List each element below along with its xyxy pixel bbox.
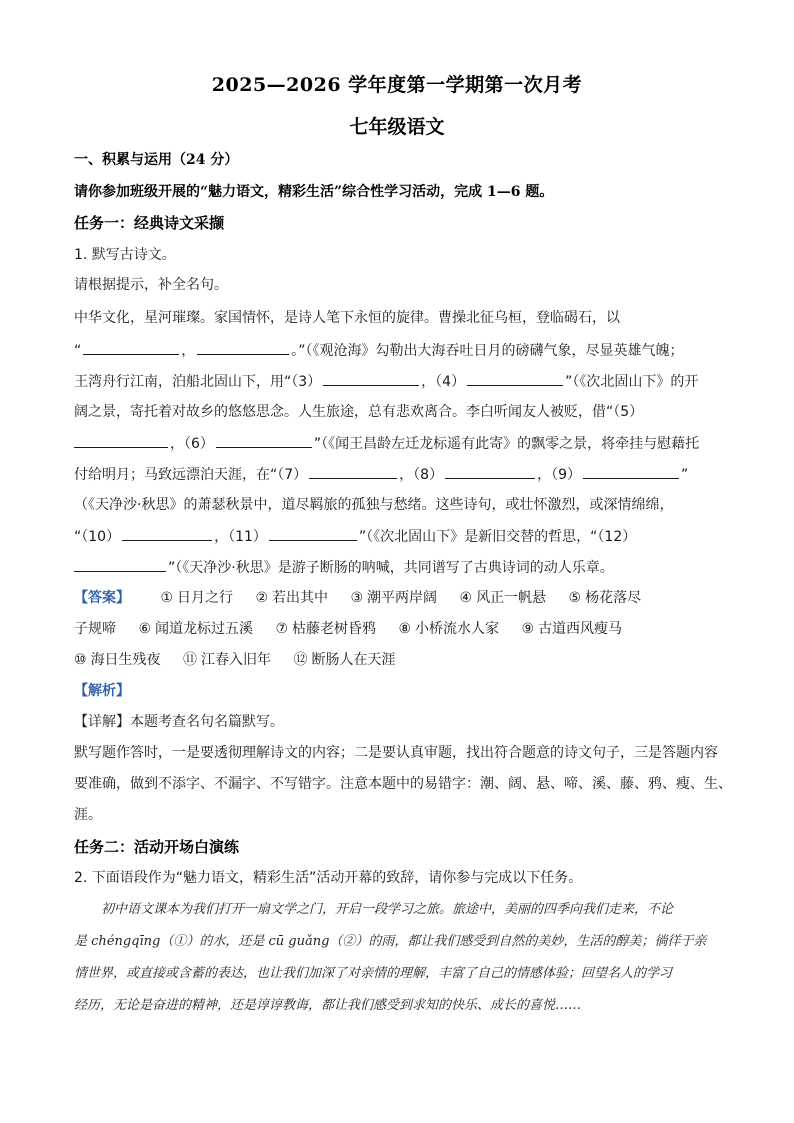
passage-line: 阔之景，寄托着对故乡的悠悠思念。人生旅途，总有悲欢离合。李白听闻友人被贬，借“（5） [74,404,644,420]
answer-blank-5[interactable] [74,433,168,448]
section-intro: 请你参加班级开展的“魅力语文，精彩生活”综合性学习活动，完成 1—6 题。 [74,184,554,200]
answer-line [74,650,734,670]
passage-line: “（10） ，（11） ”（《次北固山下》是新旧交替的哲思，“（12） [74,526,734,547]
answer-item: ⑩ 海日生残夜 [74,652,161,668]
question1-instruction: 请根据提示，补全名句。 [74,277,228,293]
passage-line: 付给明月；马致远漂泊天涯，在“（7） ，（8） ，（9） ” [74,464,734,485]
question1-title: 1. 默写古诗文。 [74,247,176,263]
answer-blank-12[interactable] [74,557,166,572]
question2-title: 2. 下面语段作为“魅力语文，精彩生活”活动开幕的致辞，请你参与完成以下任务。 [74,870,583,886]
exam-subject: 七年级语文 [349,116,445,138]
passage-italic-line: 初中语文课本为我们打开一扇文学之门，开启一段学习之旅。旅途中，美丽的四季向我们走来，不论 [101,902,674,917]
answer-item: ⑦ 枯藤老树昏鸦 [275,621,377,637]
answer-item: ⑤ 杨花落尽 [568,590,642,606]
passage-italic-line: 是 chéngqīng（①）的水，还是 cū guǎng（②）的雨，都让我们感受到自然的美妙，生活的醇美；徜徉于亲 [74,934,707,949]
answer-item: ③ 潮平两岸阔 [350,590,438,606]
answer-blank-11[interactable] [269,526,357,541]
answer-item: ② 若出其中 [255,590,329,606]
passage-line: ”（《天净沙·秋思》是游子断肠的呐喊，共同谱写了古典诗词的动人乐章。 [74,557,734,578]
answer-blank-8[interactable] [445,464,535,479]
answer-blank-1[interactable] [83,340,179,355]
analysis-label: 【解析】 [74,683,130,699]
answer-blank-6[interactable] [216,433,312,448]
passage-line: 王湾舟行江南，泊船北固山下，用“（3） ，（4） ”（《次北固山下》的开 [74,371,734,392]
answer-blank-3[interactable] [323,371,419,386]
answer-blank-9[interactable] [583,464,679,479]
passage-line: （《天净沙·秋思》的萧瑟秋景中，道尽羁旅的孤独与愁绪。这些诗句，或壮怀激烈，或深情绵绵， [74,497,674,513]
analysis-detail: 【详解】本题考查名句名篇默写。 [74,714,284,730]
passage-line: 中华文化，星河璀璨。家国情怀，是诗人笔下永恒的旋律。曹操北征乌桓，登临碣石，以 [74,310,620,326]
answer-item: ⑪ 江春入旧年 [183,652,272,668]
analysis-line: 默写题作答时，一是要透彻理解诗文的内容；二是要认真审题，找出符合题意的诗文句子，三是答题内容 [74,745,718,761]
answer-item: ⑫ 断肠人在天涯 [293,652,396,668]
answer-line [74,588,734,608]
analysis-line: 涯。 [74,807,102,823]
answer-item: ⑧ 小桥流水人家 [398,621,500,637]
answer-line [74,619,734,639]
answer-label: 【答案】 [74,590,130,606]
answer-blank-7[interactable] [309,464,397,479]
passage-italic-line: 经历，无论是奋进的精神，还是谆谆教诲，都让我们感受到求知的快乐、成长的喜悦…… [74,998,582,1013]
task1-heading: 任务一：经典诗文采撷 [74,214,225,232]
answer-blank-10[interactable] [122,526,212,541]
exam-title: 2025—2026 学年度第一学期第一次月考 [211,74,583,96]
passage-line: ，（6） ”（《闻王昌龄左迁龙标遥有此寄》的飘零之景，将牵挂与慰藉托 [74,433,734,454]
answer-item: 子规啼 [74,621,116,637]
section-heading: 一、积累与运用（24 分） [74,152,239,168]
answer-blank-2[interactable] [197,340,289,355]
analysis-line: 要准确，做到不添字、不漏字、不写错字。注意本题中的易错字：潮、阔、悬、啼、溪、藤、鸦、瘦、生、 [74,776,732,792]
answer-item: ⑥ 闻道龙标过五溪 [138,621,254,637]
task2-heading: 任务二：活动开场白演练 [74,838,240,856]
passage-line: “ ， 。”（《观沧海》勾勒出大海吞吐日月的磅礴气象，尽显英雄气魄； [74,340,734,361]
answer-item: ⑨ 古道西风瘦马 [521,621,623,637]
answer-blank-4[interactable] [467,371,563,386]
answer-item: ① 日月之行 [160,590,234,606]
passage-italic-line: 情世界，或直接或含蓄的表达，也让我们加深了对亲情的理解，丰富了自己的情感体验；回望名人的学习 [74,966,673,981]
answer-item: ④ 风正一帆悬 [459,590,547,606]
